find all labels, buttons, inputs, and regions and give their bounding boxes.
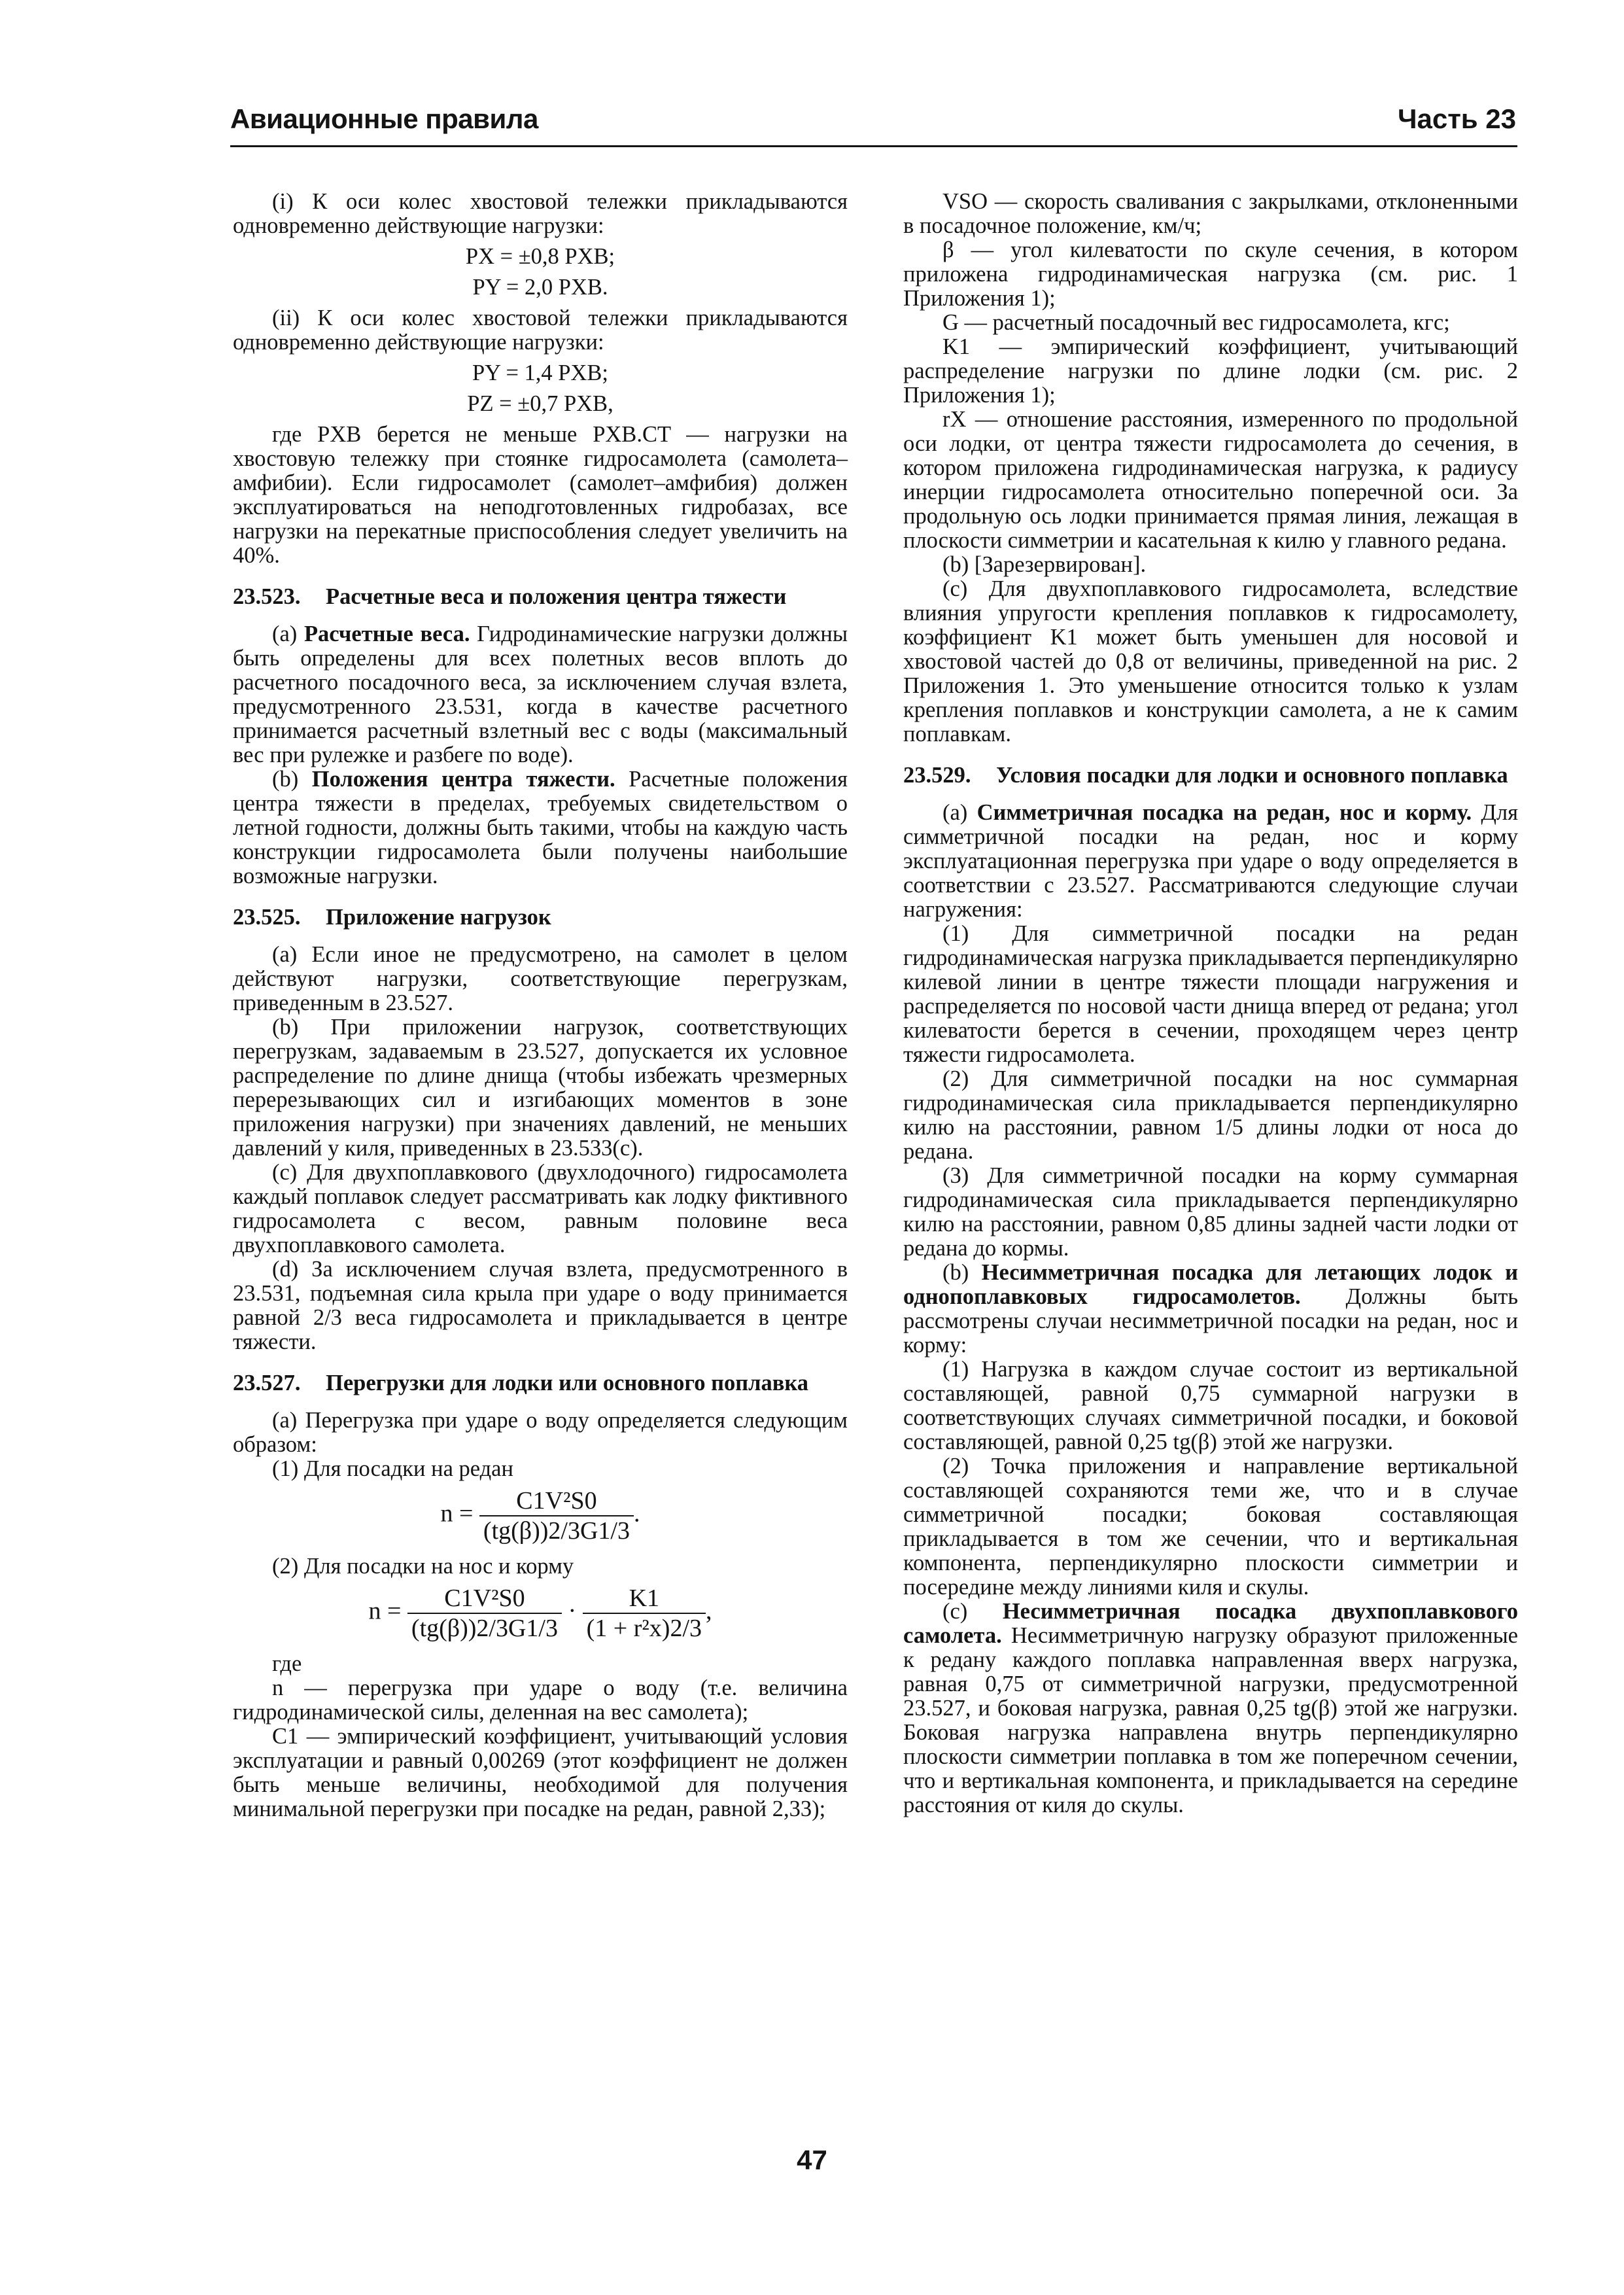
paragraph-23-529-b2: (2) Точка приложения и направление вертикальной составляющей сохраняются теми же, что и в случае симметричной посадки; боковая составляющая прикладывается в том же сечении, что и вертикальная компонента, перпендикулярно плоскости симметрии и посередине между линиями киля и скулы. — [903, 1454, 1518, 1600]
equation-pz: PZ = ±0,7 PXB, — [467, 391, 613, 416]
running-header-part: Часть 23 — [1397, 103, 1516, 134]
section-heading-23-527 — [233, 1371, 848, 1395]
formula-bow-stern-landing: n = $\frac{\text{C1V²S0}}{(tg(\beta))2/3G1/3}$ · $\frac{K1}{\text{(1 + r²x)2/3}}$ , — [368, 1585, 712, 1642]
right-column — [903, 190, 1518, 1817]
section-heading-23-525 — [233, 905, 848, 930]
header-rule — [230, 145, 1517, 147]
paragraph-23-525-d: (d) За исключением случая взлета, предусмотренного в 23.531, подъемная сила крыла при ударе о воду принимается равной 2/3 веса гидросамолета и прикладывается в центре тяжести. — [233, 1257, 848, 1354]
definition-rx: rX — отношение расстояния, измеренного по продольной оси лодки, от центра тяжести гидросамолета до сечения, в котором приложена гидродинамическая нагрузка, к радиусу инерции гидросамолета относительно поперечной оси. За продольную ось лодки принимается прямая линия, лежащая в плоскости симметрии и касательная к килю у главного редана. — [903, 407, 1518, 553]
paragraph-pxb-note: где PXB берется не меньше PXB.CT — нагрузки на хвостовую тележку при стоянке гидросамолета (самолета–амфибии). Если гидросамолет (самолет–амфибия) должен эксплуатироваться на неподготовленных гидробазах, все нагрузки на перекатные приспособления следует увеличить на 40%. — [233, 422, 848, 568]
where-label: где — [272, 1651, 302, 1676]
paragraph-23-529-c: (c) Несимметричная посадка двухпоплавкового самолета. Несимметричную нагрузку образуют приложенные к редану каждого поплавка направленная вверх нагрузка, равная 0,75 от симметричной нагрузки, предусмотренной 23.527, и боковая нагрузка, равная 0,25 tg(β) этой же нагрузки. Боковая нагрузка направлена внутрь перпендикулярно плоскости симметрии поплавка в том же поперечном сечении, что и вертикальная компонента, и прикладывается на середине расстояния от киля до скулы. — [903, 1599, 1518, 1817]
section-number: 23.529. — [903, 763, 971, 788]
definition-beta: β — угол килеватости по скуле сечения, в котором приложена гидродинамическая нагрузка (см. рис. 1 Приложения 1); — [903, 237, 1518, 311]
section-title: Перегрузки для лодки или основного поплавка — [326, 1371, 808, 1395]
formula-step-landing: n = $\frac{\text{C1V²S0}}{(tg(\beta))2/3G1/3}$ . — [440, 1487, 640, 1545]
section-number: 23.527. — [233, 1371, 301, 1395]
paragraph-23-527-a2: (2) Для посадки на нос и корму — [272, 1554, 574, 1579]
definition-c1: C1 — эмпирический коэффициент, учитывающий условия эксплуатации и равный 0,00269 (этот коэффициент не должен быть меньше величины, необходимой для получения минимальной перегрузки при посадке на редан, равной 2,33); — [233, 1724, 848, 1821]
equation-py-2: PY = 1,4 PXB; — [472, 360, 608, 385]
paragraph-23-527-a1: (1) Для посадки на редан — [272, 1456, 513, 1481]
paragraph-23-529-b1: (1) Нагрузка в каждом случае состоит из вертикальной составляющей, равной 0,75 суммарной нагрузки в соответствующих случаях симметричной посадки, и боковой составляющей, равной 0,25 tg(β) этой же нагрузки. — [903, 1357, 1518, 1454]
section-number: 23.525. — [233, 905, 301, 930]
paragraph-tail-gear-ii: (ii) К оси колес хвостовой тележки прикладываются одновременно действующие нагрузки: — [233, 306, 848, 355]
section-title: Расчетные веса и положения центра тяжести — [326, 584, 787, 609]
left-column — [233, 190, 848, 1821]
definition-k1: K1 — эмпирический коэффициент, учитывающий распределение нагрузки по длине лодки (см. рис. 2 Приложения 1); — [903, 334, 1518, 408]
equation-py: PY = 2,0 PXB. — [472, 275, 608, 300]
definition-vso: VSO — скорость сваливания с закрылками, отклоненными в посадочное положение, км/ч; — [903, 189, 1518, 238]
paragraph-23-527-b: (b) [Зарезервирован]. — [942, 552, 1147, 577]
equation-px: PX = ±0,8 PXB; — [465, 244, 615, 269]
paragraph-23-525-c: (c) Для двухпоплавкового (двухлодочного) гидросамолета каждый поплавок следует рассматривать как лодку фиктивного гидросамолета с весом, равным половине веса двухпоплавкового самолета. — [233, 1160, 848, 1257]
section-title: Приложение нагрузок — [326, 905, 551, 930]
section-number: 23.523. — [233, 584, 301, 609]
paragraph-23-529-a: (a) Симметричная посадка на редан, нос и корму. Для симметричной посадки на редан, нос и корму эксплуатационная перегрузка при ударе о воду определяется в соответствии с 23.527. Рассматриваются следующие случаи нагружения: — [903, 800, 1518, 922]
paragraph-23-523-a: (a) Расчетные веса. Гидродинамические нагрузки должны быть определены для всех полетных весов вплоть до расчетного посадочного веса, за исключением случая взлета, предусмотренного 23.531, когда в качестве расчетного принимается расчетный взлетный вес с воды (максимальный вес при рулежке и разбеге по воде). — [233, 622, 848, 767]
paragraph-23-527-c: (c) Для двухпоплавкового гидросамолета, вследствие влияния упругости крепления поплавков к гидросамолету, коэффициент K1 может быть уменьшен для носовой и хвостовой частей до 0,8 от величины, приведенной на рис. 2 Приложения 1. Это уменьшение относится только к узлам крепления поплавков и конструкции самолета, а не к самим поплавкам. — [903, 576, 1518, 746]
paragraph-23-529-a1: (1) Для симметричной посадки на редан гидродинамическая нагрузка прикладывается перпендикулярно килевой линии в центре тяжести площади нагружения и распределяется по носовой части днища вперед от редана; угол килеватости берется в сечении, проходящем через центр тяжести гидросамолета. — [903, 921, 1518, 1067]
paragraph-23-529-a3: (3) Для симметричной посадки на корму суммарная гидродинамическая сила прикладывается перпендикулярно килю на расстоянии, равном 0,85 длины задней части лодки от редана до кормы. — [903, 1163, 1518, 1261]
paragraph-23-527-a: (a) Перегрузка при ударе о воду определяется следующим образом: — [233, 1408, 848, 1457]
page-number: 47 — [797, 2145, 827, 2175]
definition-n: n — перегрузка при ударе о воду (т.е. величина гидродинамической силы, деленная на вес самолета); — [233, 1675, 848, 1725]
paragraph-23-529-b: (b) Несимметричная посадка для летающих лодок и однопоплавковых гидросамолетов. Должны быть рассмотрены случаи несимметричной посадки на редан, нос и корму: — [903, 1260, 1519, 1358]
paragraph-23-525-a: (a) Если иное не предусмотрено, на самолет в целом действуют нагрузки, соответствующие перегрузкам, приведенным в 23.527. — [233, 942, 848, 1015]
section-title: Условия посадки для лодки и основного поплавка — [996, 763, 1508, 788]
paragraph-tail-gear-i: (i) К оси колес хвостовой тележки прикладываются одновременно действующие нагрузки: — [233, 189, 848, 238]
running-header-title: Авиационные правила — [230, 103, 538, 134]
paragraph-23-529-a2: (2) Для симметричной посадки на нос суммарная гидродинамическая сила прикладывается перпендикулярно килю на расстоянии, равном 1/5 длины лодки от носа до редана. — [903, 1066, 1518, 1164]
definition-g: G — расчетный посадочный вес гидросамолета, кгс; — [942, 310, 1450, 335]
section-heading-23-529 — [903, 763, 1518, 788]
section-heading-23-523 — [233, 585, 848, 609]
paragraph-23-523-b: (b) Положения центра тяжести. Расчетные положения центра тяжести в пределах, требуемых свидетельством о летной годности, должны быть такими, чтобы на каждую часть конструкции гидросамолета были получены наибольшие возможные нагрузки. — [233, 767, 848, 888]
paragraph-23-525-b: (b) При приложении нагрузок, соответствующих перегрузкам, задаваемым в 23.527, допускается их условное распределение по длине днища (чтобы избежать чрезмерных перерезывающих сил и изгибающих моментов в зоне приложения нагрузки) при значениях давлений, не меньших давлений у киля, приведенных в 23.533(c). — [233, 1015, 848, 1161]
